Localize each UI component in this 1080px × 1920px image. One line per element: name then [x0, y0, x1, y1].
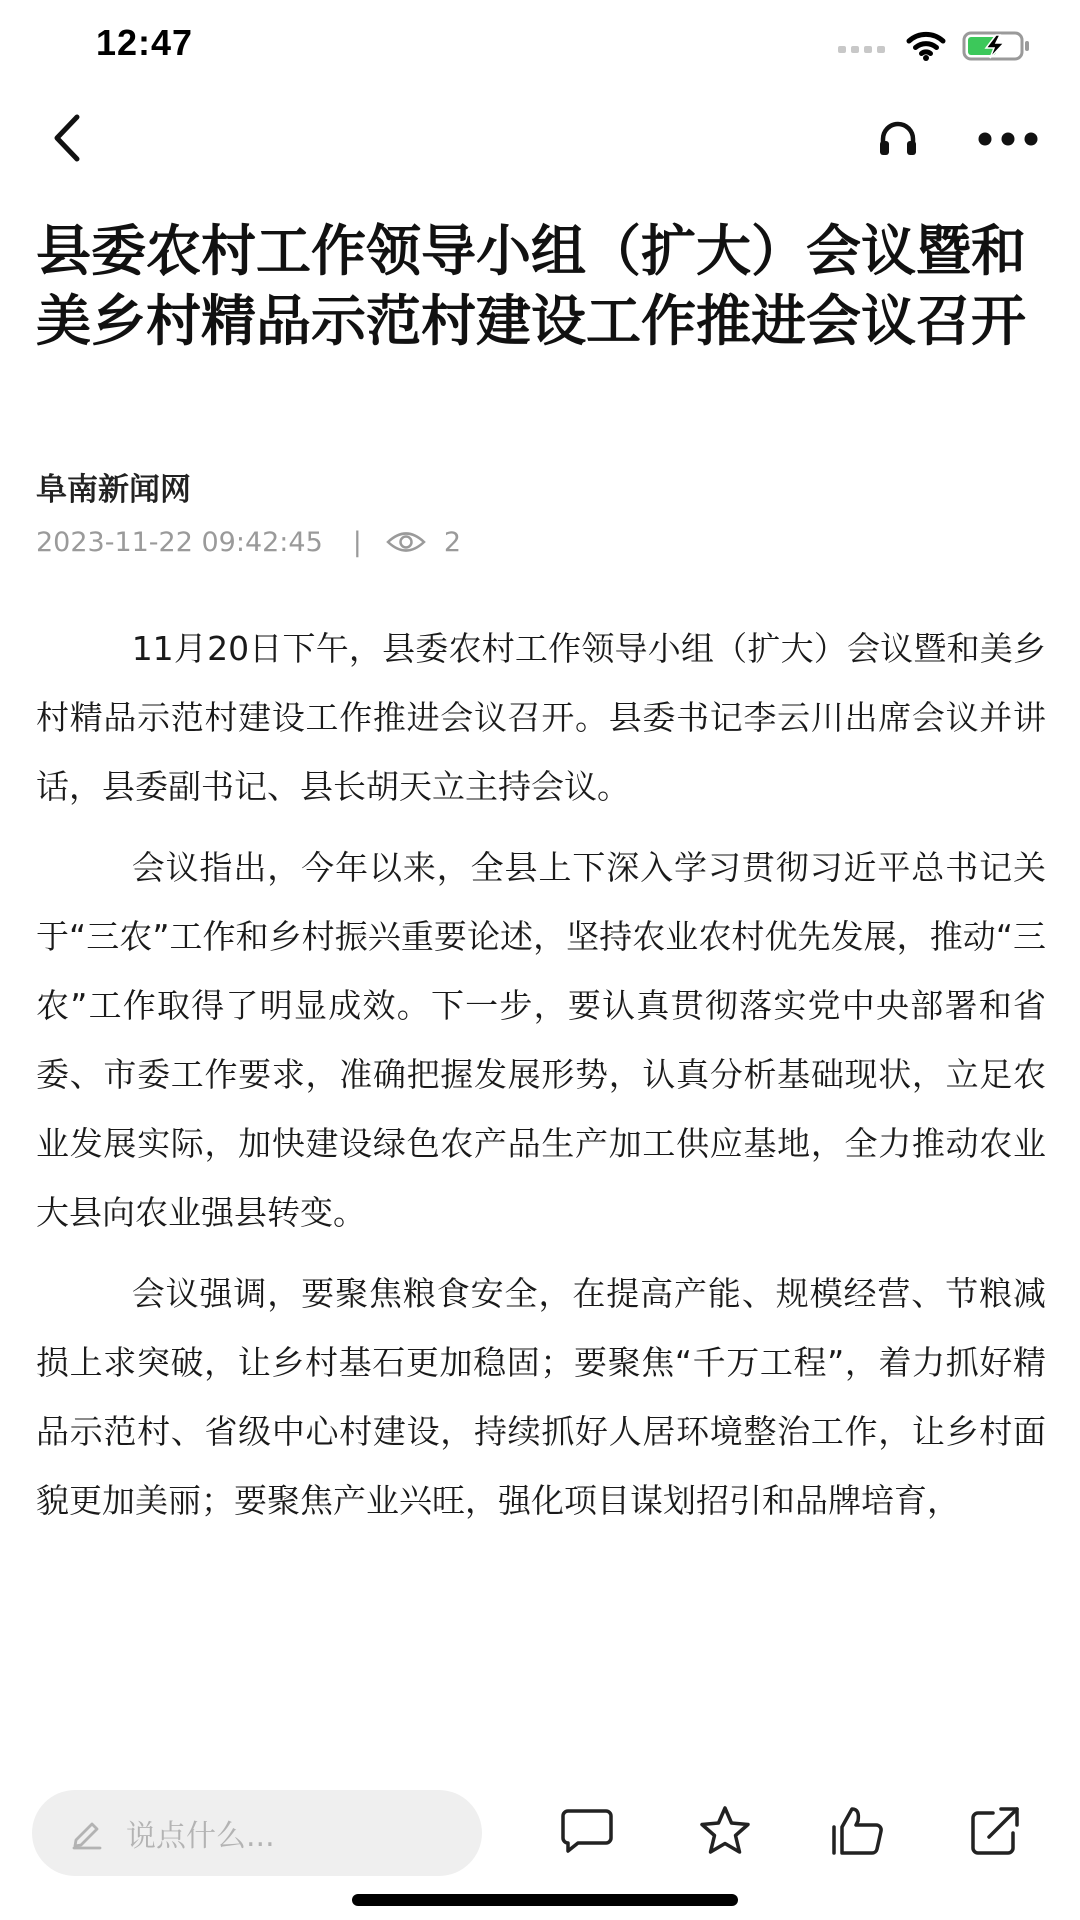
article-source[interactable]: 阜南新闻网: [36, 472, 191, 508]
comment-placeholder: 说点什么...: [126, 1819, 275, 1854]
share-icon: [969, 1805, 1021, 1861]
article-paragraph: 会议指出，今年以来，全县上下深入学习贯彻习近平总书记关于“三农”工作和乡村振兴重要论述，坚持农业农村优先发展，推动“三农”工作取得了明显成效。下一步，要认真贯彻落实党中央部署和省委、市委工作要求，准确把握发展形势，认真分析基础现状，立足农业发展实际，加快建设绿色农产品生产加工供应基地，全力推动农业大县向农业强县转变。: [36, 848, 1046, 1232]
favorite-button[interactable]: [690, 1798, 760, 1868]
status-bar: [0, 0, 1080, 96]
article-title: 县委农村工作领导小组（扩大）会议暨和美乡村精品示范村建设工作推进会议召开: [36, 219, 1027, 353]
home-indicator[interactable]: [352, 1894, 738, 1906]
status-indicators: [838, 28, 1032, 68]
battery-icon: [962, 30, 1032, 66]
cellular-signal-icon: [838, 39, 890, 58]
thumbs-up-icon: [830, 1805, 886, 1861]
headphones-icon: [878, 119, 918, 161]
navigation-bar: [0, 96, 1080, 184]
listen-button[interactable]: [868, 110, 928, 170]
more-button[interactable]: [968, 110, 1048, 170]
comment-input[interactable]: [32, 1790, 482, 1876]
eye-icon: [386, 529, 426, 555]
like-button[interactable]: [823, 1798, 893, 1868]
article-paragraph: 11月20日下午，县委农村工作领导小组（扩大）会议暨和美乡村精品示范村建设工作推进会议召开。县委书记李云川出席会议并讲话，县委副书记、县长胡天立主持会议。: [36, 629, 1046, 806]
status-time: 12:47: [96, 22, 194, 63]
view-count: 2: [443, 526, 462, 558]
article-paragraph: 会议强调，要聚焦粮食安全，在提高产能、规模经营、节粮减损上求突破，让乡村基石更加稳固；要聚焦“千万工程”，着力抓好精品示范村、省级中心村建设，持续抓好人居环境整治工作，让乡村面貌更加美丽；要聚焦产业兴旺，强化项目谋划招引和品牌培育，: [36, 1274, 1046, 1520]
star-icon: [698, 1805, 752, 1861]
share-button[interactable]: [960, 1798, 1030, 1868]
comment-icon: [560, 1808, 614, 1858]
pencil-icon: [70, 1816, 104, 1850]
more-horizontal-icon: [978, 131, 1038, 150]
back-button[interactable]: [36, 106, 96, 174]
publish-datetime: 2023-11-22 09:42:45: [36, 526, 323, 558]
article-body: [36, 614, 1046, 1547]
wifi-icon: [906, 30, 946, 66]
comment-button[interactable]: [552, 1798, 622, 1868]
chevron-left-icon: [49, 113, 83, 167]
meta-separator: |: [352, 526, 362, 558]
article-meta: [36, 522, 461, 562]
